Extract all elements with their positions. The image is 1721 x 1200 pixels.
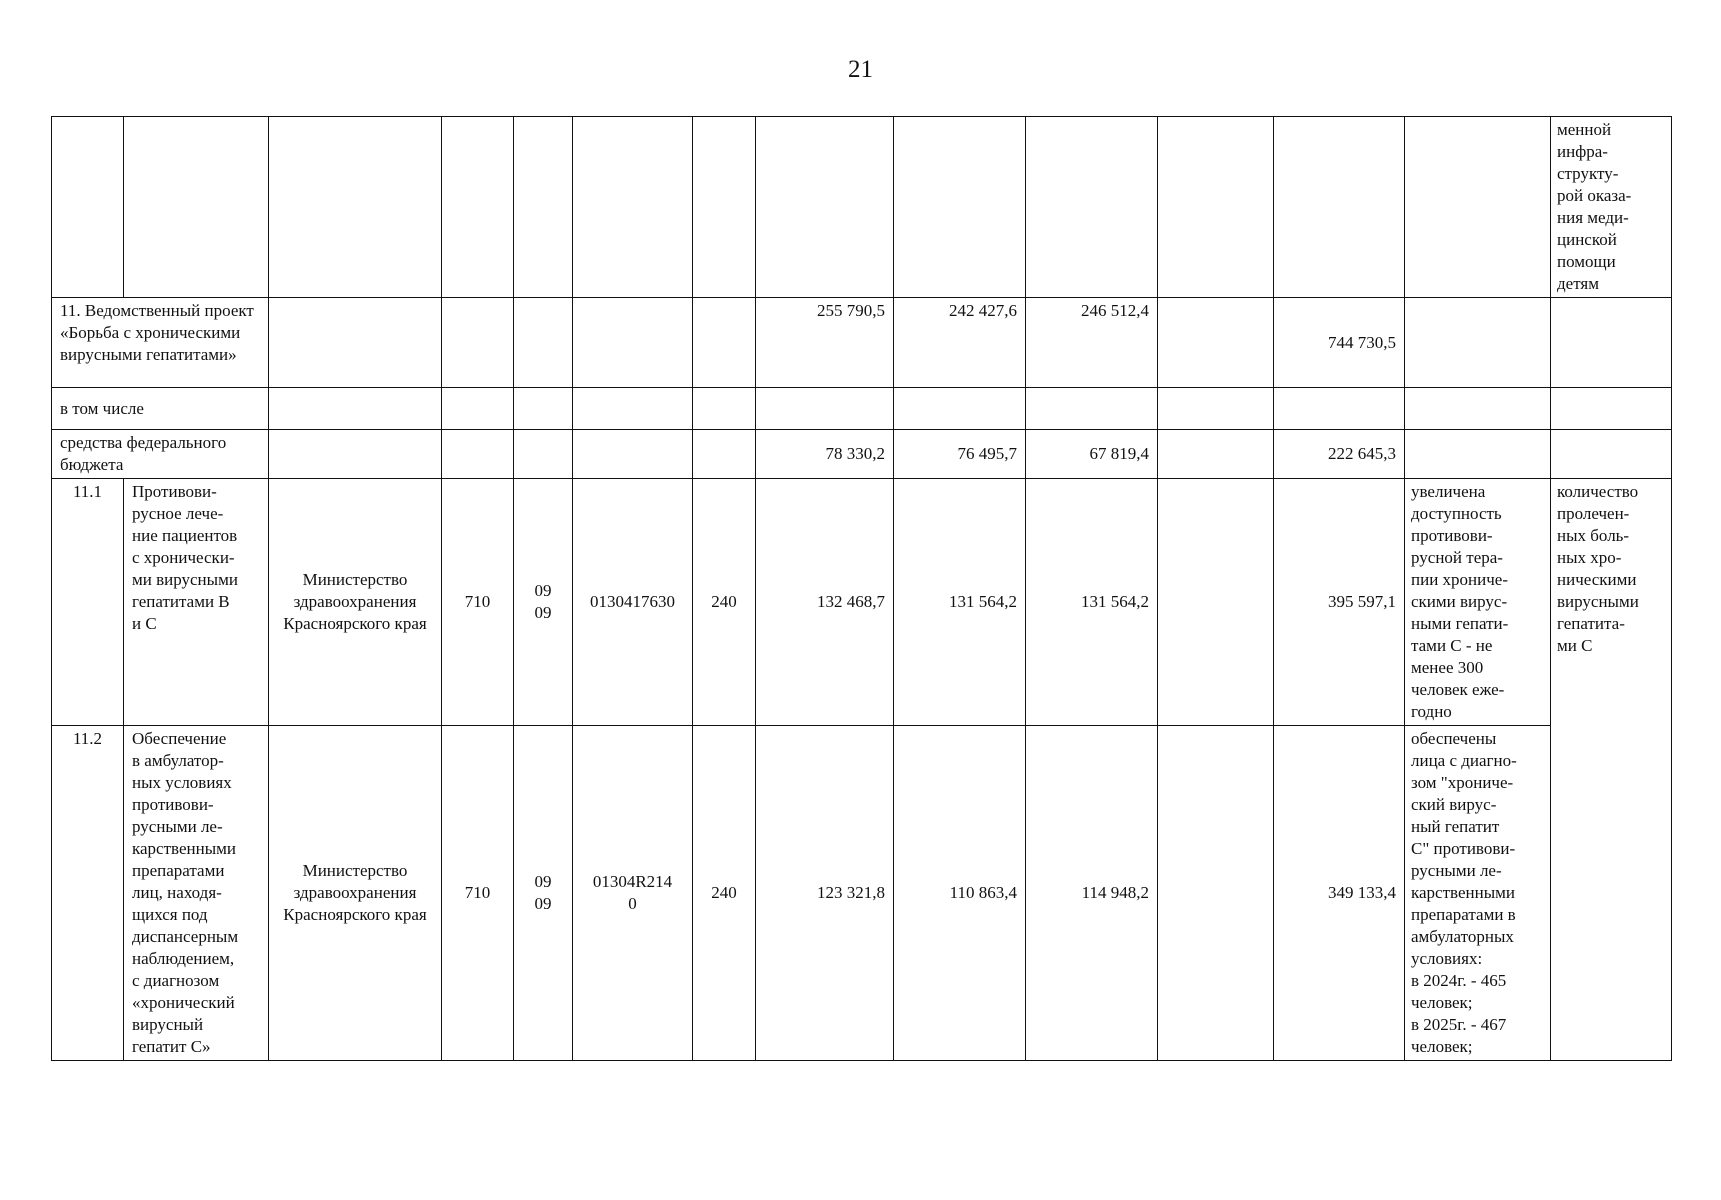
csr-code: 01304R214 0	[573, 726, 693, 1061]
value-2024: 123 321,8	[756, 726, 894, 1061]
project-2025: 242 427,6	[894, 298, 1026, 388]
table-row-project	[52, 298, 1672, 388]
table-row-federal	[52, 430, 1672, 479]
rzpr-code: 09 09	[514, 726, 573, 1061]
cell-empty	[1405, 430, 1551, 479]
vr-code: 240	[693, 726, 756, 1061]
row-number: 11.1	[52, 479, 124, 726]
federal-2025: 76 495,7	[894, 430, 1026, 479]
cell-empty	[1274, 117, 1405, 298]
cell-empty	[514, 430, 573, 479]
project-title: 11. Ведомственный проект «Борьба с хроническими вирусными гепатитами»	[52, 298, 269, 388]
cell-empty	[1026, 388, 1158, 430]
federal-total: 222 645,3	[1274, 430, 1405, 479]
cell-empty	[1158, 479, 1274, 726]
cell-empty	[269, 117, 442, 298]
project-2024: 255 790,5	[756, 298, 894, 388]
cell-empty	[1405, 388, 1551, 430]
expected-result: увеличена доступность противови- русной тера- пии хрониче- скими вирус- ными гепати- тами С - не менее 300 человек еже- годно	[1405, 479, 1551, 726]
cell-empty	[573, 430, 693, 479]
federal-label: средства федерального бюджета	[52, 430, 269, 479]
cell-empty	[1158, 388, 1274, 430]
cell-empty	[269, 430, 442, 479]
budget-table	[51, 116, 1672, 1061]
cell-empty	[693, 430, 756, 479]
value-total: 395 597,1	[1274, 479, 1405, 726]
cell-empty	[124, 117, 269, 298]
cell-empty	[756, 388, 894, 430]
cell-empty	[693, 298, 756, 388]
cell-empty	[1158, 726, 1274, 1061]
responsible-org: Министерство здравоохранения Красноярского края	[269, 726, 442, 1061]
cell-empty	[442, 430, 514, 479]
vr-code: 240	[693, 479, 756, 726]
table-row-continuation	[52, 117, 1672, 298]
value-total: 349 133,4	[1274, 726, 1405, 1061]
cell-empty	[514, 388, 573, 430]
cell-empty	[693, 117, 756, 298]
cell-empty	[573, 388, 693, 430]
rzpr-code: 09 09	[514, 479, 573, 726]
cell-empty	[1551, 298, 1672, 388]
cell-empty	[894, 388, 1026, 430]
cell-empty	[442, 298, 514, 388]
table-row-11-2	[52, 726, 1672, 1061]
cell-empty	[269, 298, 442, 388]
cell-empty	[442, 117, 514, 298]
value-2025: 131 564,2	[894, 479, 1026, 726]
value-2024: 132 468,7	[756, 479, 894, 726]
responsible-org: Министерство здравоохранения Красноярского края	[269, 479, 442, 726]
cell-empty	[573, 117, 693, 298]
value-2026: 114 948,2	[1026, 726, 1158, 1061]
cell-indicator-continuation: менной инфра- структу- рой оказа- ния меди- цинской помощи детям	[1551, 117, 1672, 298]
cell-empty	[1551, 388, 1672, 430]
including-label: в том числе	[52, 388, 269, 430]
value-2026: 131 564,2	[1026, 479, 1158, 726]
project-2026: 246 512,4	[1026, 298, 1158, 388]
cell-empty	[442, 388, 514, 430]
cell-empty	[756, 117, 894, 298]
table-row-11-1	[52, 479, 1672, 726]
cell-empty	[1274, 388, 1405, 430]
cell-empty	[1551, 430, 1672, 479]
cell-empty	[894, 117, 1026, 298]
grbs-code: 710	[442, 726, 514, 1061]
table-row-including	[52, 388, 1672, 430]
cell-empty	[1158, 298, 1274, 388]
cell-empty	[1405, 117, 1551, 298]
cell-empty	[573, 298, 693, 388]
value-2025: 110 863,4	[894, 726, 1026, 1061]
row-number: 11.2	[52, 726, 124, 1061]
measure-name: Противови- русное лече- ние пациентов с хронически- ми вирусными гепатитами В и С	[124, 479, 269, 726]
cell-empty	[52, 117, 124, 298]
expected-result: обеспечены лица с диагно- зом "хрониче- ский вирус- ный гепатит С" противови- русными ле- карственными препаратами в амбулаторных условиях: в 2024г. - 465 человек; в 2025г. - 467 человек;	[1405, 726, 1551, 1061]
cell-empty	[1158, 117, 1274, 298]
indicator: количество пролечен- ных боль- ных хро- ническими вирусными гепатита- ми С	[1551, 479, 1672, 1061]
federal-2024: 78 330,2	[756, 430, 894, 479]
cell-empty	[693, 388, 756, 430]
page-number: 21	[848, 56, 873, 83]
cell-empty	[269, 388, 442, 430]
cell-empty	[1158, 430, 1274, 479]
federal-2026: 67 819,4	[1026, 430, 1158, 479]
project-total: 744 730,5	[1274, 298, 1405, 388]
cell-empty	[1405, 298, 1551, 388]
cell-empty	[514, 117, 573, 298]
cell-empty	[514, 298, 573, 388]
grbs-code: 710	[442, 479, 514, 726]
cell-empty	[1026, 117, 1158, 298]
csr-code: 0130417630	[573, 479, 693, 726]
measure-name: Обеспечение в амбулатор- ных условиях противови- русными ле- карственными препаратами лиц, находя- щихся под диспансерным наблюдением, с диагнозом «хронический вирусный гепатит С»	[124, 726, 269, 1061]
